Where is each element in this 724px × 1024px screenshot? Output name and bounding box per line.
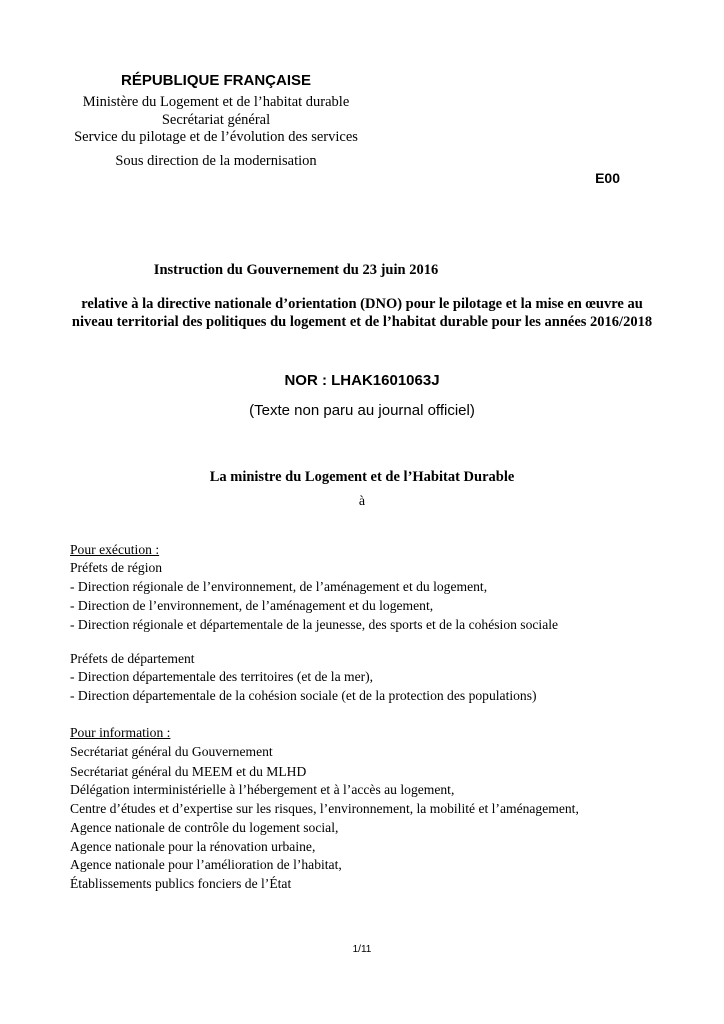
document-code: E00 <box>595 170 620 186</box>
instruction-title: Instruction du Gouvernement du 23 juin 2016 <box>153 262 439 278</box>
list-item: Agence nationale de contrôle du logement social, <box>70 820 339 835</box>
department-prefects-heading: Préfets de département <box>70 651 195 666</box>
list-item: Établissements publics fonciers de l’État <box>70 876 292 891</box>
republic-header: RÉPUBLIQUE FRANÇAISE <box>120 72 311 89</box>
list-item: - Direction de l’environnement, de l’aménagement et du logement, <box>70 598 434 613</box>
list-item: Agence nationale pour l’amélioration de l’habitat, <box>70 857 342 872</box>
execution-heading: Pour exécution : <box>70 542 160 557</box>
subdirection-name: Sous direction de la modernisation <box>115 153 317 169</box>
page-number: 1/11 <box>352 944 372 955</box>
service-name: Service du pilotage et de l’évolution des services <box>74 129 358 145</box>
publication-note: (Texte non paru au journal officiel) <box>249 402 475 419</box>
nor-reference: NOR : LHAK1601063J <box>284 372 440 389</box>
list-item: Délégation interministérielle à l’hébergement et à l’accès au logement, <box>70 782 455 797</box>
secretariat-name: Secrétariat général <box>161 112 271 128</box>
list-item: Secrétariat général du MEEM et du MLHD <box>70 764 307 779</box>
subject-line-2: niveau territorial des politiques du logement et de l’habitat durable pour les années 2016/2018 <box>71 314 653 330</box>
list-item: - Direction départementale de la cohésion sociale (et de la protection des populations) <box>70 688 537 703</box>
region-prefects-heading: Préfets de région <box>70 560 163 575</box>
list-item: Centre d’études et d’expertise sur les risques, l’environnement, la mobilité et l’aménagement, <box>70 801 579 816</box>
list-item: - Direction départementale des territoires (et de la mer), <box>70 669 374 684</box>
list-item: - Direction régionale et départementale de la jeunesse, des sports et de la cohésion sociale <box>70 617 559 632</box>
ministry-name: Ministère du Logement et de l’habitat durable <box>82 94 350 110</box>
information-heading: Pour information : <box>70 725 171 740</box>
list-item: Agence nationale pour la rénovation urbaine, <box>70 839 316 854</box>
subject-line-1: relative à la directive nationale d’orientation (DNO) pour le pilotage et la mise en œuvre au <box>81 296 643 312</box>
list-item: Secrétariat général du Gouvernement <box>70 744 273 759</box>
list-item: - Direction régionale de l’environnement, de l’aménagement et du logement, <box>70 579 488 594</box>
minister-line: La ministre du Logement et de l’Habitat Durable <box>209 469 515 485</box>
recipient-intro: à <box>358 494 366 509</box>
